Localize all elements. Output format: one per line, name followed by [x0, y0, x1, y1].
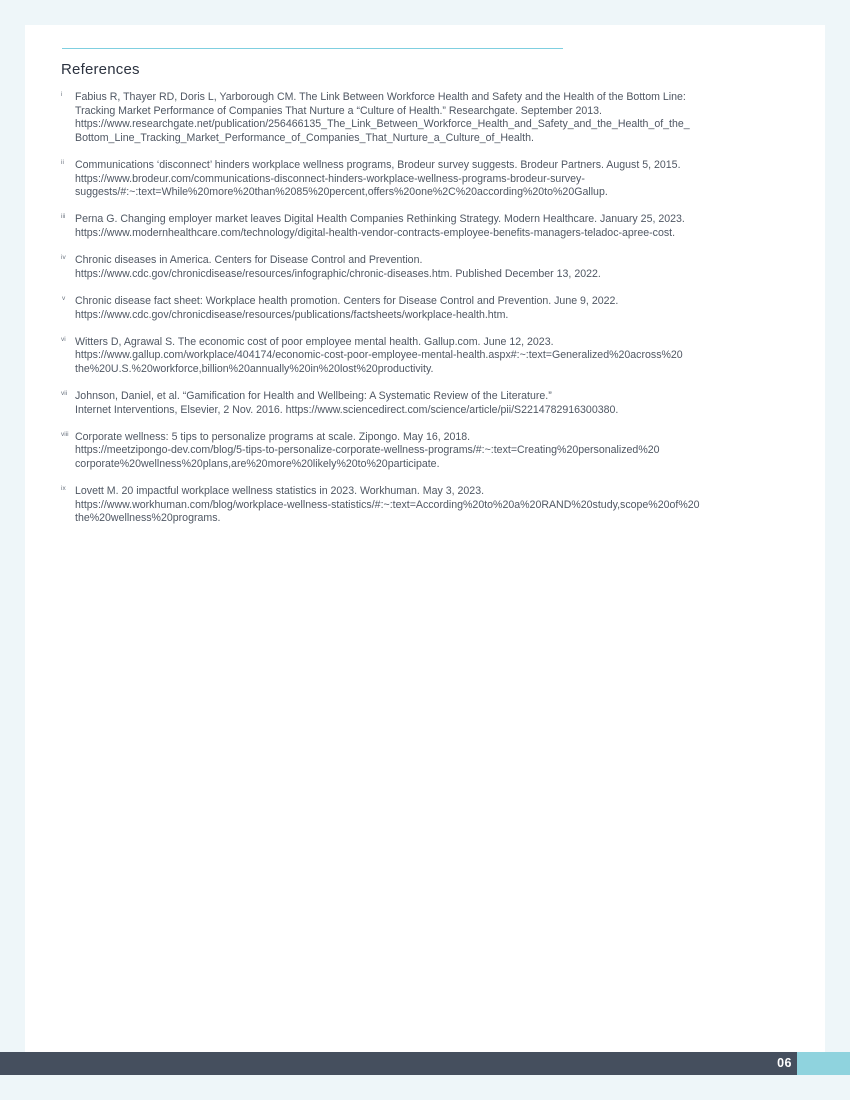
reference-item: [61, 390, 789, 417]
reference-item: [61, 295, 789, 322]
reference-marker: ii: [61, 158, 64, 166]
reference-text-line: suggests/#:~:text=While%20more%20than%2085%20percent,offers%20one%2C%20according%20to%20Gallup.: [75, 186, 608, 199]
reference-text-line: the%20U.S.%20workforce,billion%20annually%20in%20lost%20productivity.: [75, 362, 434, 375]
reference-marker: vii: [61, 390, 68, 398]
reference-text-line: Johnson, Daniel, et al. “Gamification for Health and Wellbeing: A Systematic Review of the Literature.”: [75, 390, 552, 403]
reference-text-line: Witters D, Agrawal S. The economic cost of poor employee mental health. Gallup.com. June 12, 2023.: [75, 335, 554, 348]
reference-text-line: Corporate wellness: 5 tips to personalize programs at scale. Zipongo. May 16, 2018.: [75, 430, 471, 443]
page-title: References: [61, 61, 140, 78]
reference-marker: ix: [61, 485, 66, 493]
reference-text-line: Fabius R, Thayer RD, Doris L, Yarborough CM. The Link Between Workforce Health and Safety and the Health of the Bottom Line:: [75, 91, 686, 103]
reference-marker: vi: [61, 335, 66, 343]
reference-text-line: https://www.brodeur.com/communications-disconnect-hinders-workplace-wellness-programs-brodeur-survey-: [75, 172, 585, 185]
reference-item: [61, 91, 789, 145]
reference-text-line: Perna G. Changing employer market leaves Digital Health Companies Rethinking Strategy. Modern Healthcare. January 25, 2023.: [75, 213, 685, 226]
footer-accent: [797, 1052, 850, 1075]
reference-text-line: https://www.researchgate.net/publication/256466135_The_Link_Between_Workforce_Health_and_Safety_and_the_Health_of_the_: [75, 118, 690, 131]
reference-text-line: Communications ‘disconnect’ hinders workplace wellness programs, Brodeur survey suggests. Brodeur Partners. August 5, 2015.: [75, 158, 681, 171]
top-rule-divider: [62, 48, 563, 49]
reference-text-line: https://www.modernhealthcare.com/technology/digital-health-vendor-contracts-employee-benefits-managers-teladoc-apree-cost.: [75, 226, 676, 239]
reference-text-line: Lovett M. 20 impactful workplace wellness statistics in 2023. Workhuman. May 3, 2023.: [75, 485, 485, 498]
reference-marker: viii: [61, 430, 69, 438]
document-page: [25, 25, 825, 1052]
reference-text-line: https://www.cdc.gov/chronicdisease/resources/infographic/chronic-diseases.htm. Published December 13, 2022.: [75, 267, 601, 280]
reference-text-line: corporate%20wellness%20plans,are%20more%20likely%20to%20participate.: [75, 458, 440, 471]
reference-list: [61, 91, 789, 540]
reference-item: [61, 254, 789, 281]
reference-item: [61, 336, 789, 377]
page-number: 06: [777, 1056, 792, 1070]
reference-text-line: Internet Interventions, Elsevier, 2 Nov. 2016. https://www.sciencedirect.com/science/article/pii/S2214782916300380.: [75, 403, 619, 416]
reference-marker: iii: [61, 213, 66, 221]
reference-text-line: https://meetzipongo-dev.com/blog/5-tips-to-personalize-corporate-wellness-programs/#:~:text=Creating%20personalized%20: [75, 444, 660, 457]
reference-text-line: the%20wellness%20programs.: [75, 512, 221, 525]
reference-marker: iv: [61, 254, 66, 262]
reference-text-line: https://www.cdc.gov/chronicdisease/resources/publications/factsheets/workplace-health.htm.: [75, 308, 509, 321]
reference-text-line: Chronic diseases in America. Centers for Disease Control and Prevention.: [75, 254, 423, 267]
reference-marker: v: [62, 294, 66, 302]
reference-text-line: Chronic disease fact sheet: Workplace health promotion. Centers for Disease Control and Prevention. June 9, 2022.: [75, 294, 619, 307]
reference-text-line: Tracking Market Performance of Companies That Nurture a “Culture of Health.” Researchgate. September 2013.: [75, 104, 602, 117]
reference-item: [61, 159, 789, 200]
reference-item: [61, 485, 789, 526]
footer-bar: [0, 1052, 850, 1075]
reference-item: [61, 213, 789, 240]
reference-text-line: https://www.workhuman.com/blog/workplace-wellness-statistics/#:~:text=According%20to%20a%20RAND%20study,scope%20of%20: [75, 498, 700, 511]
reference-text-line: https://www.gallup.com/workplace/404174/economic-cost-poor-employee-mental-health.aspx#:~:text=Generalized%20across%20: [75, 349, 683, 362]
reference-item: [61, 431, 789, 472]
reference-text-line: Bottom_Line_Tracking_Market_Performance_of_Companies_That_Nurture_a_Culture_of_Health.: [75, 131, 534, 144]
reference-marker: i: [61, 91, 63, 98]
